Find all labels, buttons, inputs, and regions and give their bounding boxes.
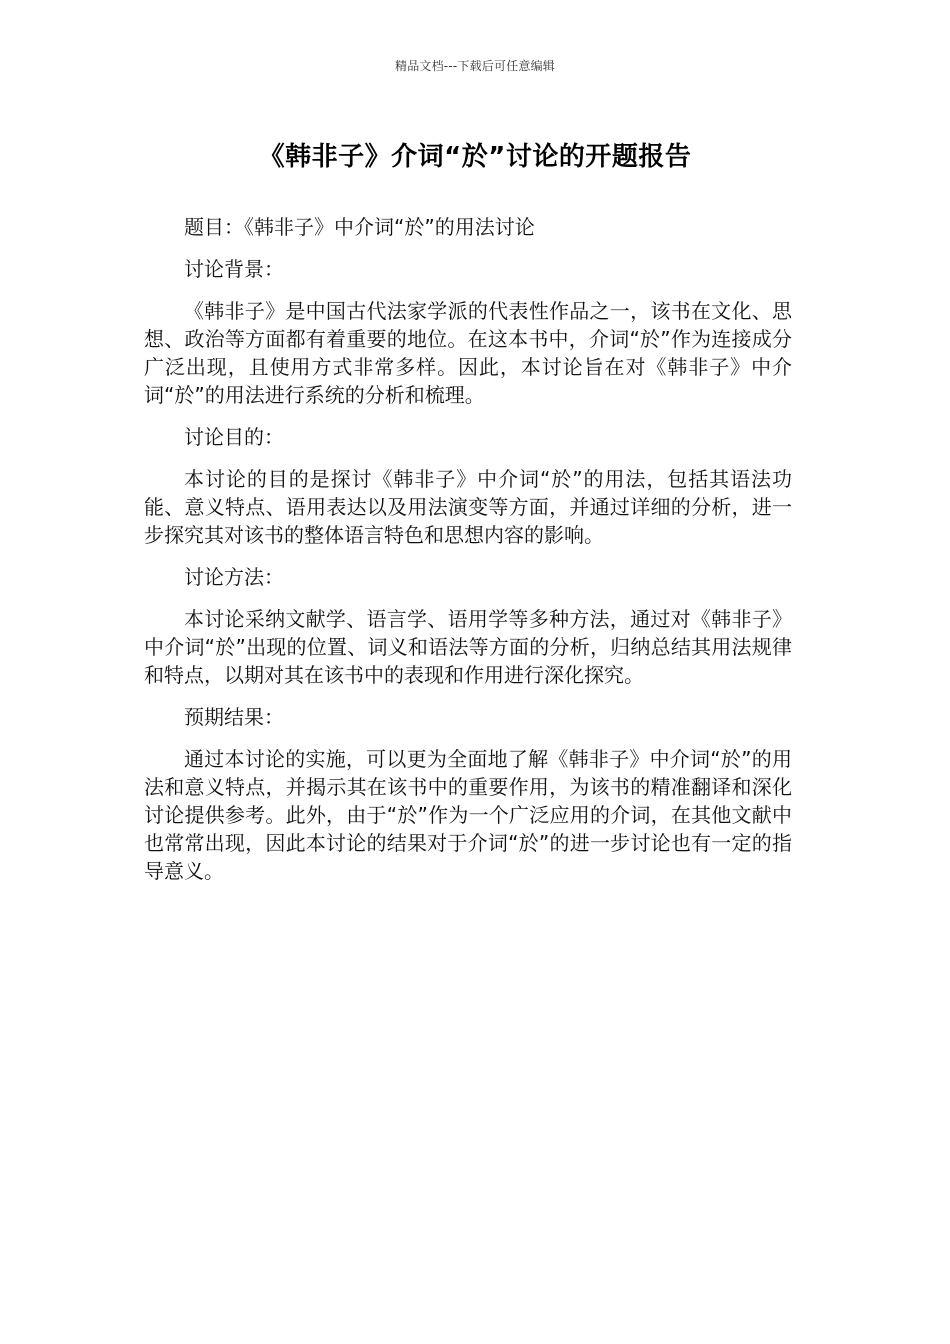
method-label: 讨论方法： xyxy=(184,565,284,589)
document-body xyxy=(144,213,792,899)
purpose-paragraph: 本讨论的目的是探讨《韩非子》中介词“於”的用法，包括其语法功能、意义特点、语用表达以及用法演变等方面，并通过详细的分析，进一步探究其对该书的整体语言特色和思想内容的影响。 xyxy=(144,467,792,547)
header-note: 精品文档---下载后可任意编辑 xyxy=(395,59,555,73)
topic-line: 题目：《韩非子》中介词“於”的用法讨论 xyxy=(184,215,535,239)
purpose-label: 讨论目的： xyxy=(184,425,284,449)
expected-label: 预期结果： xyxy=(184,705,284,729)
expected-paragraph: 通过本讨论的实施，可以更为全面地了解《韩非子》中介词“於”的用法和意义特点，并揭示其在该书中的重要作用，为该书的精准翻译和深化讨论提供参考。此外，由于“於”作为一个广泛应用的介词，在其他文献中也常常出现，因此本讨论的结果对于介词“於”的进一步讨论也有一定的指导意义。 xyxy=(144,747,792,883)
background-paragraph: 《韩非子》是中国古代法家学派的代表性作品之一，该书在文化、思想、政治等方面都有着重要的地位。在这本书中，介词“於”作为连接成分广泛出现，且使用方式非常多样。因此，本讨论旨在对《韩非子》中介词“於”的用法进行系统的分析和梳理。 xyxy=(144,299,792,407)
document-title: 《韩非子》介词“於”讨论的开题报告 xyxy=(258,142,692,172)
background-label: 讨论背景： xyxy=(184,257,284,281)
method-paragraph: 本讨论采纳文献学、语言学、语用学等多种方法，通过对《韩非子》中介词“於”出现的位置、词义和语法等方面的分析，归纳总结其用法规律和特点，以期对其在该书中的表现和作用进行深化探究。 xyxy=(144,607,792,687)
